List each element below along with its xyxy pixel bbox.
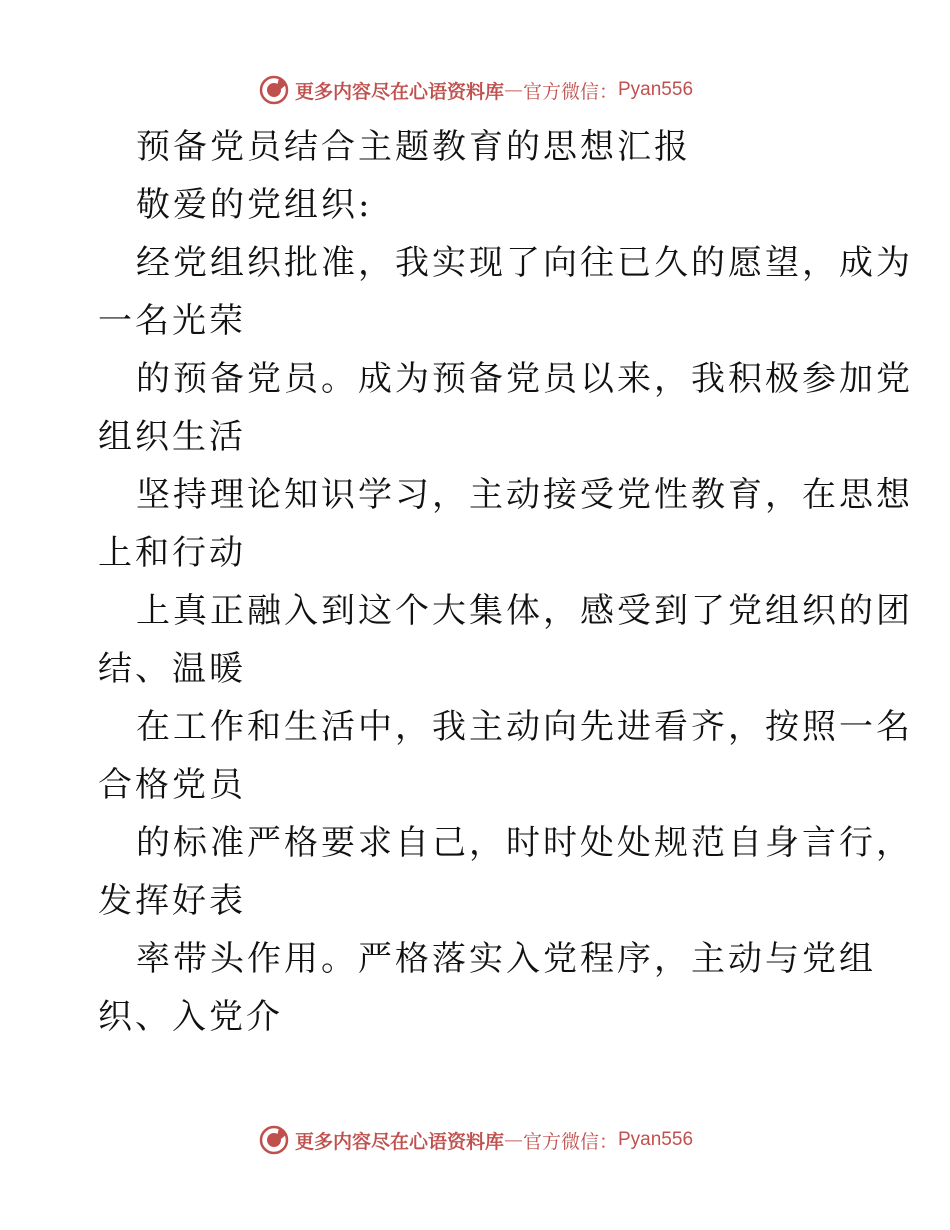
- watermark-sub-text: 官方微信：: [522, 80, 618, 103]
- body-line: 的预备党员。成为预备党员以来，我积极参加党: [136, 359, 913, 399]
- body-line: 上和行动: [98, 533, 246, 573]
- document-title: 预备党员结合主题教育的思想汇报: [136, 127, 691, 167]
- watermark-main-text: 更多内容尽在心语资料库: [294, 1130, 504, 1153]
- body-line: 组织生活: [98, 417, 246, 457]
- body-line: 合格党员: [98, 765, 246, 805]
- body-line: 发挥好表: [98, 881, 246, 921]
- body-line: 织、入党介: [98, 997, 283, 1037]
- header-watermark: [0, 74, 950, 106]
- salutation: 敬爱的党组织:: [136, 185, 373, 225]
- footer-watermark: [0, 1124, 950, 1156]
- body-line: 一名光荣: [98, 301, 246, 341]
- watermark-wechat-id: Pyan556: [618, 79, 694, 100]
- watermark-wechat-id: Pyan556: [618, 1129, 694, 1150]
- brush-logo-icon: [257, 74, 291, 106]
- watermark-dash: —: [503, 1129, 523, 1151]
- body-line: 在工作和生活中，我主动向先进看齐，按照一名: [136, 707, 913, 747]
- document-body: [98, 118, 913, 1046]
- body-line: 上真正融入到这个大集体，感受到了党组织的团: [136, 591, 913, 631]
- body-line: 的标准严格要求自己，时时处处规范自身言行，: [136, 823, 913, 863]
- watermark-sub-text: 官方微信：: [522, 1130, 618, 1153]
- body-line: 经党组织批准，我实现了向往已久的愿望，成为: [136, 243, 913, 283]
- body-line: 结、温暖: [98, 649, 246, 689]
- body-line: 坚持理论知识学习，主动接受党性教育，在思想: [136, 475, 913, 515]
- watermark-dash: —: [503, 79, 523, 101]
- watermark-main-text: 更多内容尽在心语资料库: [294, 80, 504, 103]
- body-line: 率带头作用。严格落实入党程序，主动与党组: [136, 939, 876, 979]
- brush-logo-icon: [257, 1124, 291, 1156]
